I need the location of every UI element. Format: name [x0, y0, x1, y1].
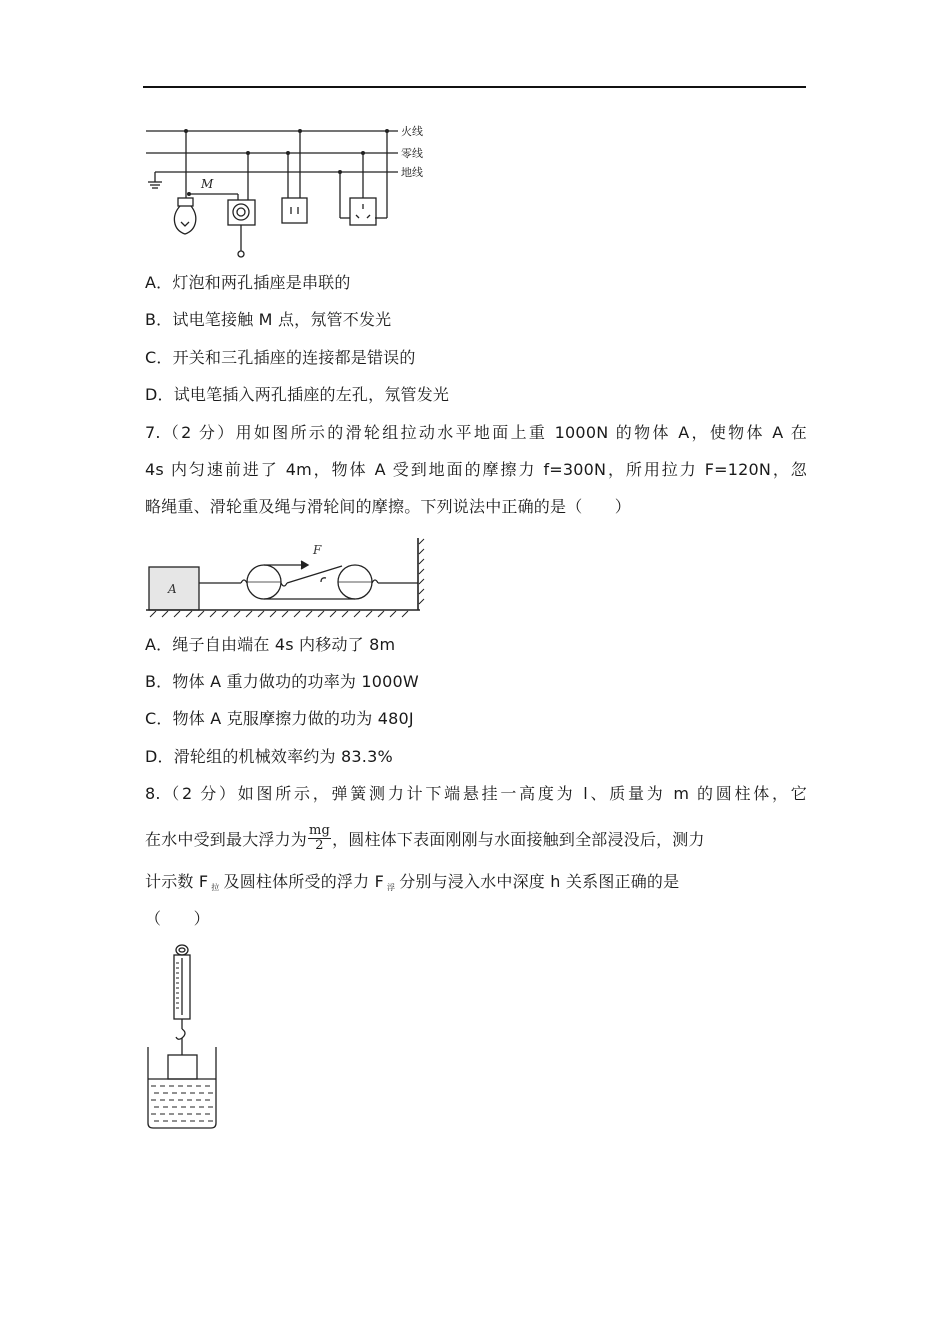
- header-rule: [143, 86, 806, 88]
- q7-option-c: C．物体 A 克服摩擦力做的功为 480J: [145, 709, 414, 728]
- point-m-label: M: [201, 177, 214, 191]
- q6-option-b: B．试电笔接触 M 点，氖管不发光: [145, 310, 392, 329]
- spring-scale-diagram: [143, 943, 223, 1133]
- q6-option-c: C．开关和三孔插座的连接都是错误的: [145, 348, 416, 367]
- q8-stem-line-3: 计示数 F $_拉$ 及圆柱体所受的浮力 F $_浮$ 分别与浸入水中深度 h 关系图正确的是: [145, 872, 680, 892]
- force-f-label: F: [313, 543, 322, 557]
- q7-stem-line-2: 4s 内匀速前进了 4m，物体 A 受到地面的摩擦力 f=300N，所用拉力 F=120N，忽: [145, 460, 807, 479]
- pulley-diagram: [146, 536, 426, 618]
- q7-stem-line-3: 略绳重、滑轮重及绳与滑轮间的摩擦。下列说法中正确的是（ ）: [145, 497, 632, 516]
- block-a-label: A: [168, 582, 177, 596]
- q8-stem-line-2: 在水中受到最大浮力为 $\frac{mg}{2}$ ，圆柱体下表面刚刚与水面接触到全部浸没后，测力: [145, 823, 705, 853]
- ground-wire-label: 地线: [401, 166, 423, 179]
- circuit-diagram: [143, 118, 443, 264]
- q8-stem-line-1: 8.（2 分）如图所示，弹簧测力计下端悬挂一高度为 l、质量为 m 的圆柱体，它: [145, 784, 807, 803]
- q7-option-d: D．滑轮组的机械效率约为 83.3%: [145, 747, 393, 766]
- fraction-mg-over-2: $\frac{mg}{2}$: [309, 823, 331, 853]
- live-wire-label: 火线: [401, 125, 423, 138]
- q6-option-d: D．试电笔插入两孔插座的左孔，氖管发光: [145, 385, 450, 404]
- q6-option-a: A．灯泡和两孔插座是串联的: [145, 273, 351, 292]
- q7-option-b: B．物体 A 重力做功的功率为 1000W: [145, 672, 419, 691]
- q8-stem-line-4: （ ）: [145, 909, 210, 928]
- q7-option-a: A．绳子自由端在 4s 内移动了 8m: [145, 635, 396, 654]
- neutral-wire-label: 零线: [401, 147, 423, 160]
- q7-stem-line-1: 7.（2 分）用如图所示的滑轮组拉动水平地面上重 1000N 的物体 A，使物体 A 在: [145, 423, 807, 442]
